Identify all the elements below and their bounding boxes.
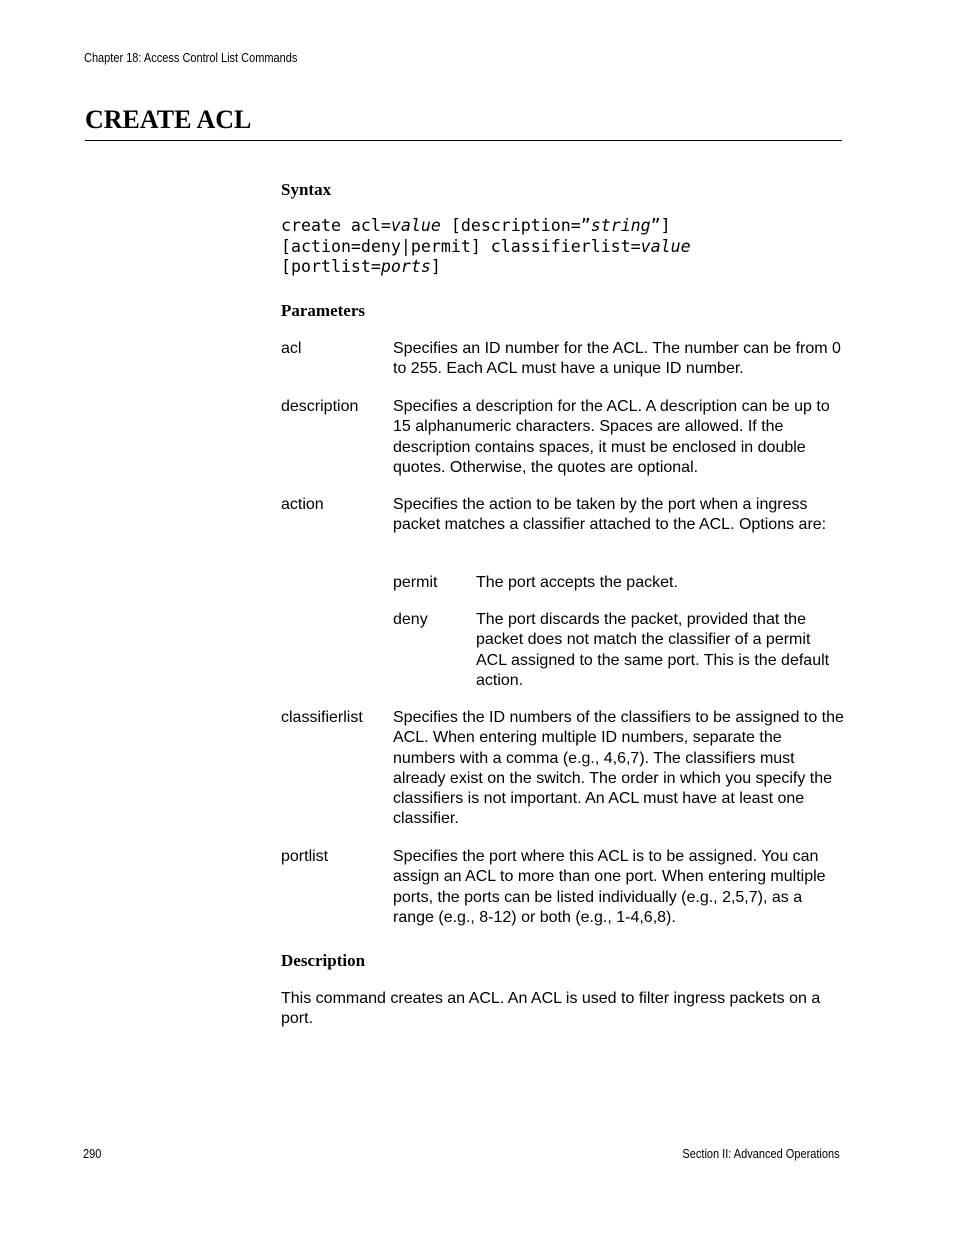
description-paragraph: This command creates an ACL. An ACL is used to filter ingress packets on a port. — [281, 990, 821, 1028]
param-desc-action: Specifies the action to be taken by the port when a ingress packet matches a classifier attached to the ACL. Options are: — [393, 496, 827, 534]
syntax-placeholder: ports — [380, 257, 431, 277]
option-term-deny: deny — [393, 611, 428, 628]
param-desc-portlist: Specifies the port where this ACL is to be assigned. You can assign an ACL to more than one port. When entering multiple ports, the ports can be listed individually (e.g., 2,5,7), as a range (e.g., 8-12) or both (e.g., 1-4,6,8). — [393, 848, 826, 926]
param-desc-acl: Specifies an ID number for the ACL. The number can be from 0 to 255. Each ACL must have a unique ID number. — [393, 340, 841, 378]
param-desc-description: Specifies a description for the ACL. A description can be up to 15 alphanumeric characters. Spaces are allowed. If the description contains spaces, it must be enclosed in double quotes. Otherwise, the quotes are optional. — [393, 398, 830, 476]
running-footer-section: Section II: Advanced Operations — [682, 1147, 840, 1161]
param-term-description: description — [281, 398, 359, 415]
syntax-line-2: [action=deny|permit] classifierlist=value — [281, 236, 691, 256]
option-desc-permit: The port accepts the packet. — [476, 574, 678, 591]
page-number: 290 — [83, 1147, 102, 1161]
syntax-placeholder: value — [390, 216, 441, 235]
page-title: CREATE ACL — [85, 105, 252, 134]
parameters-heading: Parameters — [281, 301, 366, 320]
syntax-line-1: create acl=value [description=”string”] — [281, 216, 671, 235]
description-heading: Description — [281, 951, 366, 970]
option-term-permit: permit — [393, 574, 438, 591]
syntax-heading: Syntax — [281, 180, 332, 199]
option-desc-deny: The port discards the packet, provided that the packet does not match the classifier of a permit ACL assigned to the same port. This is the default action. — [476, 611, 830, 689]
param-term-classifierlist: classifierlist — [281, 709, 363, 726]
syntax-line-3: [portlist=ports] — [281, 257, 441, 277]
syntax-placeholder: string — [590, 216, 651, 235]
syntax-placeholder: value — [640, 236, 691, 256]
title-rule — [85, 140, 842, 141]
param-desc-classifierlist: Specifies the ID numbers of the classifiers to be assigned to the ACL. When entering multiple ID numbers, separate the numbers with a comma (e.g., 4,6,7). The classifiers must already exist on the switch. The order in which you specify the classifiers is not important. An ACL must have at least one classifier. — [393, 709, 844, 828]
param-term-acl: acl — [281, 340, 302, 357]
running-header: Chapter 18: Access Control List Commands — [84, 51, 298, 65]
syntax-block — [281, 216, 691, 278]
param-term-action: action — [281, 496, 324, 513]
param-term-portlist: portlist — [281, 848, 329, 865]
